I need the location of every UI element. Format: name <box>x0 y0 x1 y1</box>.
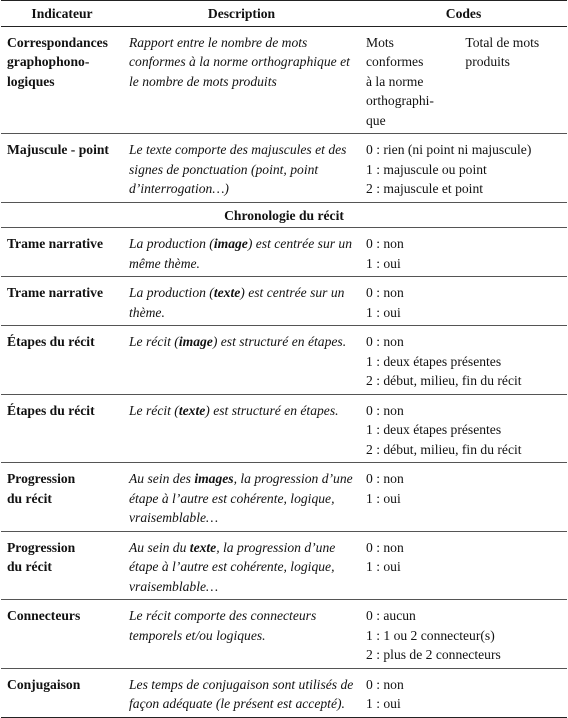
header-codes: Codes <box>360 1 567 27</box>
indicator-line: Progression <box>7 471 76 486</box>
indicator-cell: Majuscule - point <box>1 134 123 203</box>
table-row <box>1 531 567 600</box>
header-description: Description <box>123 1 360 27</box>
description-text: ) est centrée sur un thème. <box>129 285 345 320</box>
description-emphasis: texte <box>189 539 217 555</box>
codes-cell <box>360 228 567 277</box>
code-line: 0 : non <box>366 334 404 349</box>
description-text: La production ( <box>129 236 214 251</box>
description-cell <box>123 228 360 277</box>
code-line: 1 : deux étapes présentes <box>366 422 502 437</box>
indicator-cell <box>1 26 123 134</box>
description-cell <box>123 668 360 717</box>
section-row <box>1 202 567 228</box>
code-line: conformes <box>366 54 424 69</box>
code-line: 0 : rien (ni point ni majuscule) <box>366 142 532 157</box>
codes-cell <box>360 531 567 600</box>
table-row <box>1 600 567 669</box>
code-line: 2 : plus de 2 connecteurs <box>366 647 501 662</box>
description-text: ) est centrée sur un même thème. <box>129 236 353 271</box>
code-line: 0 : non <box>366 471 404 486</box>
code-line: 1 : oui <box>366 304 401 320</box>
table-header-row <box>1 1 567 27</box>
code-line: à la norme <box>366 73 424 89</box>
description-emphasis: image <box>178 334 213 349</box>
code-line: 2 : début, milieu, fin du récit <box>366 373 522 388</box>
header-indicator: Indicateur <box>1 1 123 27</box>
indicator-cell: Étapes du récit <box>1 394 123 463</box>
description-text: Le récit ( <box>129 402 179 418</box>
section-body <box>1 228 567 718</box>
description-cell <box>123 531 360 600</box>
code-line: 2 : début, milieu, fin du récit <box>366 441 522 457</box>
description-emphasis: texte <box>213 285 241 300</box>
description-cell <box>123 463 360 532</box>
indicator-line: graphophono- <box>7 54 90 69</box>
code-line: 1 : majuscule ou point <box>366 161 487 177</box>
description-emphasis: texte <box>178 402 206 418</box>
description-text: Au sein du <box>129 539 190 555</box>
code-line: 1 : oui <box>366 559 401 574</box>
description-text: Le récit ( <box>129 334 179 349</box>
code-line: produits <box>465 54 510 69</box>
indicator-line: du récit <box>7 490 52 506</box>
code-line: 1 : oui <box>366 490 401 506</box>
codes-cell <box>360 600 567 669</box>
codes-cell <box>360 463 567 532</box>
codes-cell <box>360 668 567 717</box>
indicator-cell <box>1 463 123 532</box>
code-line: 1 : 1 ou 2 connecteur(s) <box>366 627 495 643</box>
description-cell: Rapport entre le nombre de mots conformes à la norme orthographique et le nombre de mots produits <box>123 26 360 134</box>
description-text: , la progression d’une étape à l’autre est cohérente, logique, vraisemblable… <box>129 539 336 594</box>
code-line: Mots <box>366 34 394 50</box>
indicator-cell: Trame narrative <box>1 228 123 277</box>
indicator-line: Correspondances <box>7 34 108 50</box>
codes-cell <box>360 394 567 463</box>
code-line: 0 : non <box>366 676 404 692</box>
codes-cell <box>360 277 567 326</box>
codes-cell <box>360 326 567 395</box>
description-cell <box>123 326 360 395</box>
code-line: Total de mots <box>465 34 540 50</box>
description-text: , la progression d’une étape à l’autre est cohérente, logique, vraisemblable… <box>129 471 353 525</box>
indicator-cell: Trame narrative <box>1 277 123 326</box>
table-row <box>1 26 567 134</box>
description-cell <box>123 277 360 326</box>
indicator-line: logiques <box>7 73 55 89</box>
code-line: 0 : non <box>366 402 404 418</box>
criteria-table <box>1 0 567 718</box>
table-row <box>1 228 567 277</box>
description-text: La production ( <box>129 285 214 300</box>
table-row <box>1 463 567 532</box>
table-row <box>1 394 567 463</box>
code-line: orthographi- <box>366 93 434 108</box>
description-cell: Le texte comporte des majuscules et des signes de ponctuation (point, point d’interrogation…) <box>123 134 360 203</box>
table-row <box>1 668 567 717</box>
description-cell <box>123 394 360 463</box>
indicator-line: du récit <box>7 559 52 574</box>
description-cell <box>123 600 360 669</box>
indicator-cell <box>1 531 123 600</box>
description-text: Les temps de conjugaison sont utilisés de façon adéquate (le présent est accepté). <box>129 676 354 711</box>
indicator-cell: Conjugaison <box>1 668 123 717</box>
code-line: 2 : majuscule et point <box>366 181 484 196</box>
table-row <box>1 326 567 395</box>
codes-cell <box>360 26 567 134</box>
description-text: ) est structuré en étapes. <box>212 334 347 349</box>
code-line: 0 : non <box>366 236 404 251</box>
description-emphasis: image <box>213 236 248 251</box>
description-text: Le récit comporte des connecteurs temporels et/ou logiques. <box>129 608 317 643</box>
indicator-cell: Connecteurs <box>1 600 123 669</box>
description-text: ) est structuré en étapes. <box>205 402 339 418</box>
code-line: que <box>366 112 386 128</box>
table-row <box>1 134 567 203</box>
code-line: 1 : deux étapes présentes <box>366 353 502 369</box>
indicator-line: Progression <box>7 539 76 555</box>
description-text: Au sein des <box>129 471 195 486</box>
section-title: Chronologie du récit <box>1 202 567 228</box>
description-emphasis: images <box>194 471 234 486</box>
indicator-cell: Étapes du récit <box>1 326 123 395</box>
code-line: 1 : oui <box>366 255 401 271</box>
table-row <box>1 277 567 326</box>
codes-cell <box>360 134 567 203</box>
code-line: 0 : non <box>366 539 404 555</box>
code-line: 1 : oui <box>366 696 401 711</box>
code-line: 0 : non <box>366 285 404 300</box>
code-line: 0 : aucun <box>366 608 416 623</box>
